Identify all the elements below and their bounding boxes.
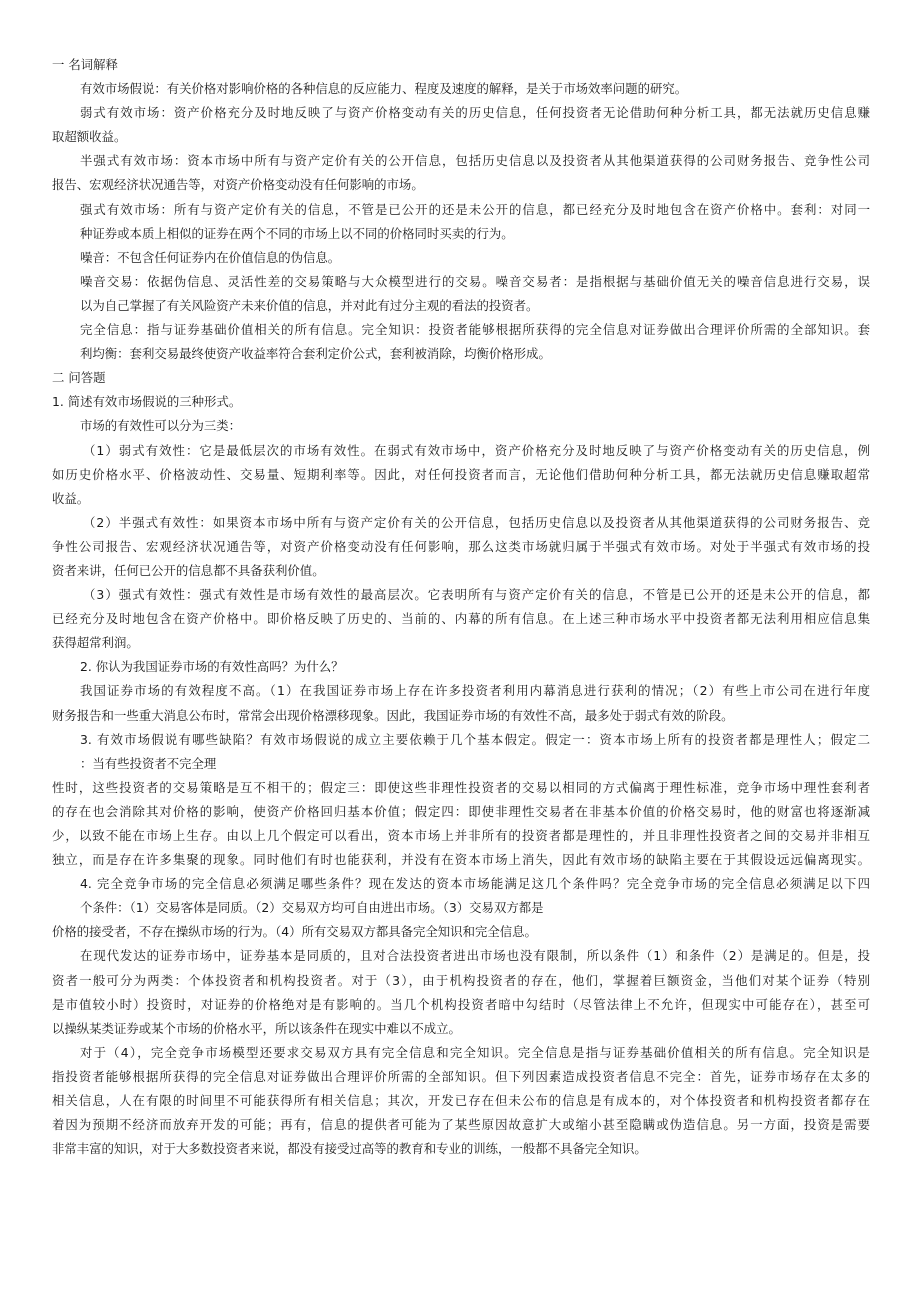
text-line: 完全信息：指与证券基础价值相关的所有信息。完全知识：投资者能够根据所获得的完全信息对证券做出合理评价所需的全部知识。套 [80,322,870,338]
text-line: 3. 有效市场假说有哪些缺陷？有效市场假说的成立主要依赖于几个基本假定。假定一：资本市场上所有的投资者都是理性人；假定二 [80,731,870,747]
text-line: 如历史价格水平、价格波动性、交易量、短期利率等。因此，对任何投资者而言，无论他们借助何种分析工具，都无法就历史信息赚取超常 [52,466,870,482]
text-line: 半强式有效市场：资本市场中所有与资产定价有关的公开信息，包括历史信息以及投资者从其他渠道获得的公司财务报告、竞争性公司 [80,153,870,169]
text-line: 收益。 [52,490,90,506]
text-line: 性时，这些投资者的交易策略是互不相干的；假定三：即使这些非理性投资者的交易以相同的方式偏离于理性标准，竞争市场中理性套利者 [52,779,870,795]
text-line: 我国证券市场的有效程度不高。（1）在我国证券市场上存在许多投资者利用内幕消息进行获利的情况；（2）有些上市公司在进行年度 [80,683,870,699]
text-line: 1. 简述有效市场假说的三种形式。 [52,394,242,410]
text-line: 噪音：不包含任何证券内在价值信息的伪信息。 [80,249,341,265]
text-line: 资者来讲，任何已公开的信息都不具备获利价值。 [52,562,325,578]
text-line: 噪音交易：依据伪信息、灵活性差的交易策略与大众模型进行的交易。噪音交易者：是指根据与基础价值无关的噪音信息进行交易，误 [80,273,870,289]
text-line: 以为自己掌握了有关风险资产未来价值的信息，并对此有过分主观的看法的投资者。 [80,297,539,313]
text-line: 2. 你认为我国证券市场的有效性高吗？为什么？ [80,659,344,675]
text-line: 独立，而是存在许多集聚的现象。同时他们有时也能获利，并没有在资本市场上消失，因此有效市场的缺陷主要在于其假设远远偏离现实。 [52,852,870,868]
text-line: 报告、宏观经济状况通告等，对资产价格变动没有任何影响的市场。 [52,177,424,193]
text-line: 二 问答题 [52,370,106,386]
text-line: 以操纵某类证券或某个市场的价格水平，所以该条件在现实中难以不成立。 [52,1020,461,1036]
text-line: 是市值较小时）投资时，对证券的价格绝对是有影响的。当几个机构投资者暗中勾结时（尽管法律上不允许，但现实中可能存在），甚至可 [52,996,870,1012]
text-line: 非常丰富的知识，对于大多数投资者来说，都没有接受过高等的教育和专业的训练，一般都不具备完全知识。 [52,1141,647,1157]
text-line: ：当有些投资者不完全理 [80,755,217,771]
text-line: 市场的有效性可以分为三类： [80,418,242,434]
text-line: 着因为预期不经济而放弃开发的可能；再有，信息的提供者可能为了某些原因故意扩大或缩小甚至隐瞒或伪造信息。另一方面，投资是需要 [52,1117,870,1133]
document-body [52,53,870,1161]
text-line: 强式有效市场：所有与资产定价有关的信息，不管是已公开的还是未公开的信息，都已经充分及时地包含在资产价格中。套利：对同一 [80,201,870,217]
text-line: 种证券或本质上相似的证券在两个不同的市场上以不同的价格同时买卖的行为。 [80,225,514,241]
text-line: 一 名词解释 [52,57,118,72]
text-line: （3）强式有效性：强式有效性是市场有效性的最高层次。它表明所有与资产定价有关的信息，不管是已公开的还是未公开的信息，都 [83,587,870,603]
text-line: 资者一般可分为两类：个体投资者和机构投资者。对于（3），由于机构投资者的存在，他们，掌握着巨额资金，当他们对某个证券（特别 [52,972,870,988]
text-line: （1）弱式有效性：它是最低层次的市场有效性。在弱式有效市场中，资产价格充分及时地反映了与资产价格变动有关的历史信息，例 [83,442,870,458]
text-line: 的存在也会消除其对价格的影响，使资产价格回归基本价值；假定四：即使非理性交易者在非基本价值的价格交易时，他的财富也将逐渐减 [52,803,870,819]
text-line: 争性公司报告、宏观经济状况通告等，对资产价格变动没有任何影响，那么这类市场就归属于半强式有效市场。对处于半强式有效市场的投 [52,538,870,554]
text-line: 对于（4），完全竞争市场模型还要求交易双方具有完全信息和完全知识。完全信息是指与证券基础价值相关的所有信息。完全知识是 [80,1044,870,1060]
text-line: 指投资者能够根据所获得的完全信息对证券做出合理评价所需的全部知识。但下列因素造成投资者信息不完全：首先，证券市场存在太多的 [52,1068,870,1084]
text-line: 取超额收益。 [52,129,127,145]
text-line: 少，以致不能在市场上生存。由以上几个假定可以看出，资本市场上并非所有的投资者都是理性的，并且非理性投资者之间的交易并非相互 [52,828,870,843]
text-line: 4. 完全竞争市场的完全信息必须满足哪些条件？现在发达的资本市场能满足这几个条件吗？完全竞争市场的完全信息必须满足以下四 [80,876,870,892]
text-line: 个条件：（1）交易客体是同质。（2）交易双方均可自由进出市场。（3）交易双方都是 [80,900,544,916]
text-line: 价格的接受者，不存在操纵市场的行为。（4）所有交易双方都具备完全知识和完全信息。 [52,924,537,940]
text-line: 有效市场假说：有关价格对影响价格的各种信息的反应能力、程度及速度的解释，是关于市场效率问题的研究。 [80,81,688,97]
text-line: 弱式有效市场：资产价格充分及时地反映了与资产价格变动有关的历史信息，任何投资者无论借助何种分析工具，都无法就历史信息赚 [80,105,870,121]
text-line: 获得超常利润。 [52,635,139,651]
text-line: 在现代发达的证券市场中，证券基本是同质的，且对合法投资者进出市场也没有限制，所以条件（1）和条件（2）是满足的。但是，投 [80,948,870,964]
text-line: （2）半强式有效性：如果资本市场中所有与资产定价有关的公开信息，包括历史信息以及投资者从其他渠道获得的公司财务报告、竞 [83,514,870,530]
text-line: 利均衡：套利交易最终使资产收益率符合套利定价公式，套利被消除，均衡价格形成。 [80,346,551,362]
text-line: 相关信息，人在有限的时间里不可能获得所有相关信息；其次，开发已存在但未公布的信息是有成本的，对个体投资者和机构投资者都存在 [52,1093,870,1109]
text-line: 财务报告和一些重大消息公布时，常常会出现价格漂移现象。因此，我国证券市场的有效性不高，最多处于弱式有效的阶段。 [52,707,734,723]
text-line: 已经充分及时地包含在资产价格中。即价格反映了历史的、当前的、内幕的所有信息。在上述三种市场水平中投资者都无法利用相应信息集 [52,611,870,627]
